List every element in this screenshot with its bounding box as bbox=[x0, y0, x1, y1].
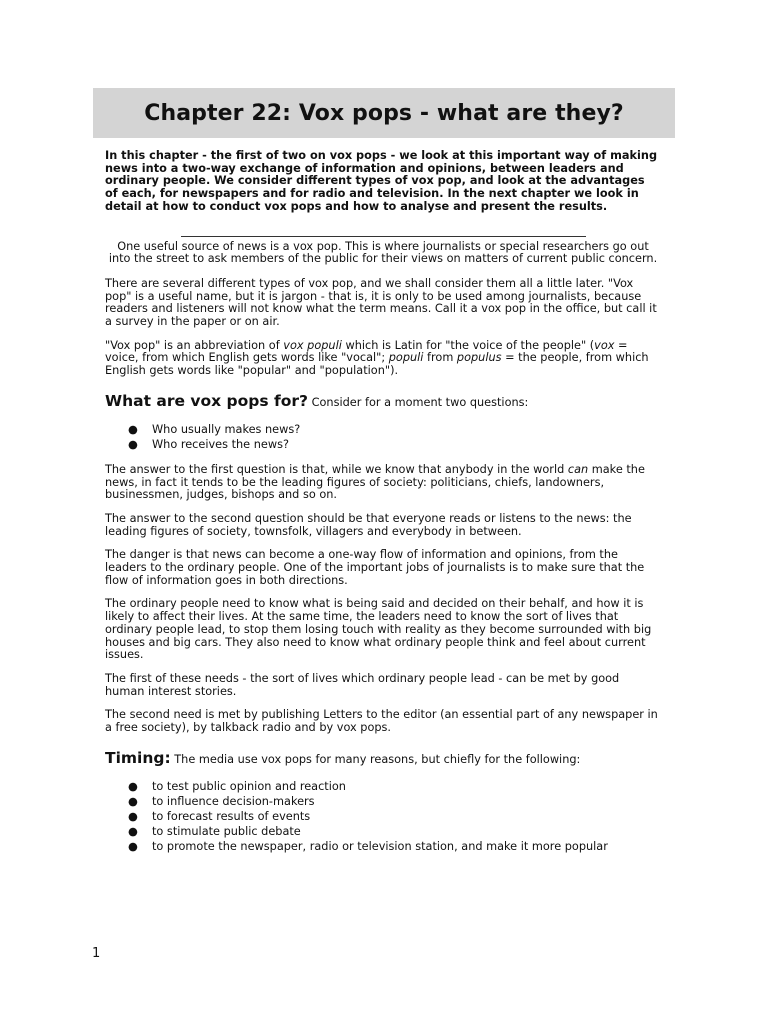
questions-list bbox=[105, 422, 661, 452]
abbreviation-paragraph bbox=[105, 340, 661, 378]
types-paragraph: There are several different types of vox pop, and we shall consider them all a little later. "Vox pop" is a useful name, but it is jargon - that is, it is only to be used among journalists, because readers and listeners will not know what the term means. Call it a vox pop in the office, but call it a survey in the paper or on air. bbox=[105, 276, 657, 329]
chapter-title-banner bbox=[93, 88, 675, 138]
heading-timing bbox=[105, 749, 661, 769]
text-run: The answer to the first question is that, while we know that anybody in the world bbox=[105, 462, 568, 476]
list-item bbox=[105, 422, 661, 437]
text-run: "Vox pop" is an abbreviation of bbox=[105, 338, 284, 352]
bullet-icon: ● bbox=[128, 422, 138, 436]
text-run: from bbox=[423, 351, 457, 365]
list-item bbox=[105, 824, 661, 839]
list-item bbox=[105, 809, 661, 824]
text-run: which is Latin for "the voice of the people" ( bbox=[341, 338, 595, 352]
ordinary-people-paragraph: The ordinary people need to know what is being said and decided on their behalf, and how it is likely to affect their lives. At the same time, the leaders need to know the sort of lives that ordinary people lead, to stop them losing touch with reality as they become surrounded with big houses and big cars. They also need to know what ordinary people think and feel about current issues. bbox=[105, 597, 652, 662]
heading-what-are-vox-pops-for bbox=[105, 392, 661, 412]
list-item bbox=[105, 437, 661, 452]
list-item-text: Who usually makes news? bbox=[152, 422, 301, 436]
text-run: = voice, from which English gets words like "vocal"; bbox=[105, 338, 628, 365]
section-divider bbox=[181, 236, 586, 237]
bullet-icon: ● bbox=[128, 779, 138, 793]
list-item bbox=[105, 779, 661, 794]
italic-term: populus bbox=[456, 351, 502, 365]
heading-tail-text: Consider for a moment two questions: bbox=[308, 395, 529, 409]
chapter-title: Chapter 22: Vox pops - what are they? bbox=[144, 100, 624, 126]
page-number: 1 bbox=[92, 946, 101, 961]
heading-text: What are vox pops for? bbox=[105, 391, 309, 410]
list-item-text: Who receives the news? bbox=[152, 437, 289, 451]
italic-term: vox bbox=[594, 338, 615, 352]
bullet-icon: ● bbox=[128, 437, 138, 451]
heading-text: Timing: bbox=[105, 748, 171, 767]
bullet-icon: ● bbox=[128, 794, 138, 808]
bullet-icon: ● bbox=[128, 839, 138, 853]
list-item bbox=[105, 794, 661, 809]
list-item-text: to promote the newspaper, radio or television station, and make it more popular bbox=[152, 839, 608, 853]
list-item-text: to forecast results of events bbox=[152, 809, 311, 823]
list-item-text: to stimulate public debate bbox=[152, 824, 301, 838]
heading-tail-text: The media use vox pops for many reasons, but chiefly for the following: bbox=[170, 752, 581, 766]
list-item bbox=[105, 839, 661, 854]
list-item-text: to test public opinion and reaction bbox=[152, 779, 346, 793]
italic-term: can bbox=[567, 462, 589, 476]
lead-paragraph: One useful source of news is a vox pop. This is where journalists or special researchers go out into the street to ask members of the public for their views on matters of current public concern. bbox=[108, 239, 658, 266]
answer-second-paragraph: The answer to the second question should be that everyone reads or listens to the news: the leading figures of society, townsfolk, villagers and everybody in between. bbox=[105, 511, 632, 538]
second-need-paragraph: The second need is met by publishing Letters to the editor (an essential part of any newspaper in a free society), by talkback radio and by vox pops. bbox=[105, 708, 658, 735]
reasons-list bbox=[105, 779, 661, 854]
list-item-text: to influence decision-makers bbox=[152, 794, 315, 808]
first-need-paragraph: The first of these needs - the sort of lives which ordinary people lead - can be met by good human interest stories. bbox=[105, 671, 620, 698]
danger-paragraph: The danger is that news can become a one-way flow of information and opinions, from the leaders to the ordinary people. One of the important jobs of journalists is to make sure that the flow of information goes in both directions. bbox=[105, 548, 645, 587]
bullet-icon: ● bbox=[128, 824, 138, 838]
intro-paragraph: In this chapter - the first of two on vox pops - we look at this important way of making news into a two-way exchange of information and opinions, between leaders and ordinary people. We consider different types of vox pop, and look at the advantages of each, for newspapers and for radio and television. In the next chapter we look in detail at how to conduct vox pops and how to analyse and present the results. bbox=[105, 149, 658, 213]
chapter-body bbox=[105, 150, 661, 866]
bullet-icon: ● bbox=[128, 809, 138, 823]
italic-term: populi bbox=[388, 351, 424, 365]
answer-first-paragraph bbox=[105, 464, 661, 502]
text-run: = the people, from which English gets words like "popular" and "population"). bbox=[105, 351, 649, 378]
italic-term: vox populi bbox=[283, 338, 342, 352]
text-run: make the news, in fact it tends to be the leading figures of society: politicians, chiefs, landowners, businessmen, judges, bishops and so on. bbox=[105, 462, 645, 502]
